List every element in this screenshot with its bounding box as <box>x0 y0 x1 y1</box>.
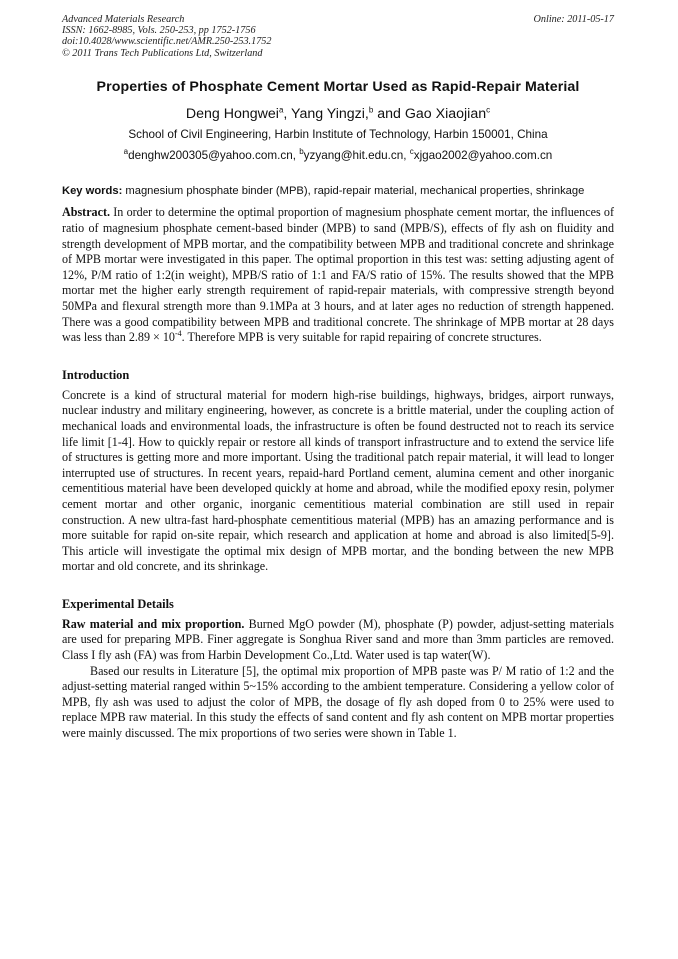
abstract <box>62 205 614 345</box>
abstract-exponent: -4 <box>174 329 182 339</box>
email-address: denghw200305@yahoo.com.cn, <box>128 148 296 162</box>
email-mark: b <box>299 146 304 156</box>
keywords <box>62 184 614 199</box>
abstract-text-end: . Therefore MPB is very suitable for rapid repairing of concrete structures. <box>181 330 542 345</box>
email-address: xjgao2002@yahoo.com.cn <box>413 148 553 162</box>
author-name: Deng Hongwei <box>185 105 279 122</box>
email-mark: a <box>123 146 129 156</box>
raw-material-text: Burned MgO powder (M), phosphate (P) powder, adjust-setting materials are used for preparing MPB. Finer aggregate is Songhua River sand and more than 3mm particles are removed. Class I fly ash (FA) was from Harbin Development Co.,Ltd. Water used is tap water(W). <box>62 616 614 663</box>
author-list <box>62 105 614 124</box>
abstract-text: In order to determine the optimal proportion of magnesium phosphate cement mortar, the influences of ratio of magnesium phosphate cement-based binder (MPB) to sand (MPB/S), effects of fly ash on fluidity and strength development of MPB mortar, and the compatibility between MPB and traditional concrete and shrinkage of MPB mortar were investigated in this paper. The optimal proportion in this test was: setting adjusting agent of 12%, P/M ratio of 1:2(in weight), MPB/S ratio of 1:1 and FA/S ratio of 15%. The results showed that the MPB mortar met the higher early strength requirement of rapid-repair materials, with compressive strength beyond 50MPa and flexural strength more than 9.1MPa at 3 hours, and at later ages no reduction of strength happened. There was a good compatibility between MPB and traditional concrete. The shrinkage of MPB mortar at 28 days was less than 2.89 × 10 <box>62 205 614 345</box>
introduction-heading: Introduction <box>62 367 130 382</box>
author-affil-mark: a <box>278 105 284 115</box>
online-date: Online: 2011-05-17 <box>533 14 614 25</box>
copyright-line: © 2011 Trans Tech Publications Ltd, Switzerland <box>62 47 263 59</box>
keywords-label: Key words: <box>62 184 123 197</box>
email-address: yzyang@hit.edu.cn, <box>303 148 407 162</box>
raw-material-subheading: Raw material and mix proportion. <box>62 616 245 631</box>
paper-title: Properties of Phosphate Cement Mortar Used as Rapid-Repair Material <box>96 78 580 95</box>
author-affil-mark: b <box>368 105 374 115</box>
email-mark: c <box>409 146 414 156</box>
experimental-heading: Experimental Details <box>62 596 174 611</box>
author-emails <box>62 148 614 164</box>
paper-page <box>62 14 614 742</box>
author-separator: , <box>283 105 292 122</box>
author-separator: and <box>373 105 405 122</box>
author-name: Yang Yingzi, <box>291 105 369 122</box>
issn-line: ISSN: 1662-8985, Vols. 250-253, pp 1752-1756 <box>62 25 256 37</box>
affiliation: School of Civil Engineering, Harbin Institute of Technology, Harbin 150001, China <box>128 127 548 141</box>
experimental-paragraph-2: Based our results in Literature [5], the optimal mix proportion of MPB paste was P/ M ratio of 1:2 and the adjust-setting material ranged within 5~15% according to the ambient temperature. Considering a yellow color of MPB, fly ash was used to adjust the color of MPB, the dosage of fly ash doped from 0 to 25% were used to replace MPB raw material. In this study the effects of sand content and fly ash content on MPB mortar properties were mainly discussed. The mix proportions of two series were shown in Table 1. <box>62 663 614 741</box>
author-name: Gao Xiaojian <box>404 105 487 122</box>
journal-name: Advanced Materials Research <box>62 14 185 25</box>
journal-header <box>62 14 614 59</box>
author-affil-mark: c <box>486 105 491 115</box>
doi-line: doi:10.4028/www.scientific.net/AMR.250-253.1752 <box>62 36 272 48</box>
abstract-label: Abstract. <box>62 205 111 220</box>
introduction-paragraph: Concrete is a kind of structural material for modern high-rise buildings, highways, bridges, airport runways, nuclear industry and military engineering, however, as concrete is a brittle material, under the coupling action of mechanical loads and environmental loads, the infrastructure is often be found destructed not to reach its service life limit [1-4]. How to quickly repair or restore all kinds of transport infrastructure and to extend the service life of structures is getting more and more important. Using the traditional patch repair material, it will lead to longer interrupted use of structures. In recent years, repaid-hard Portland cement, alumina cement and other inorganic cementitious material have been developed quickly at home and abroad, while the modified epoxy resin, polymer cement mortar and other organic, inorganic cementitious material combination are still used in repair construction. A new ultra-fast hard-phosphate cementitious material (MPB) has an amazing performance and is more suitable for rapid on-site repair, which research and application at home and abroad is also limited[5-9]. This article will investigate the optimal mix design of MPB mortar, and the bonding between the new MPB mortar and old concrete, and its shrinkage. <box>62 387 614 574</box>
keywords-text: magnesium phosphate binder (MPB), rapid-repair material, mechanical properties, shrinkage <box>122 184 585 197</box>
experimental-paragraph-1 <box>62 617 614 664</box>
